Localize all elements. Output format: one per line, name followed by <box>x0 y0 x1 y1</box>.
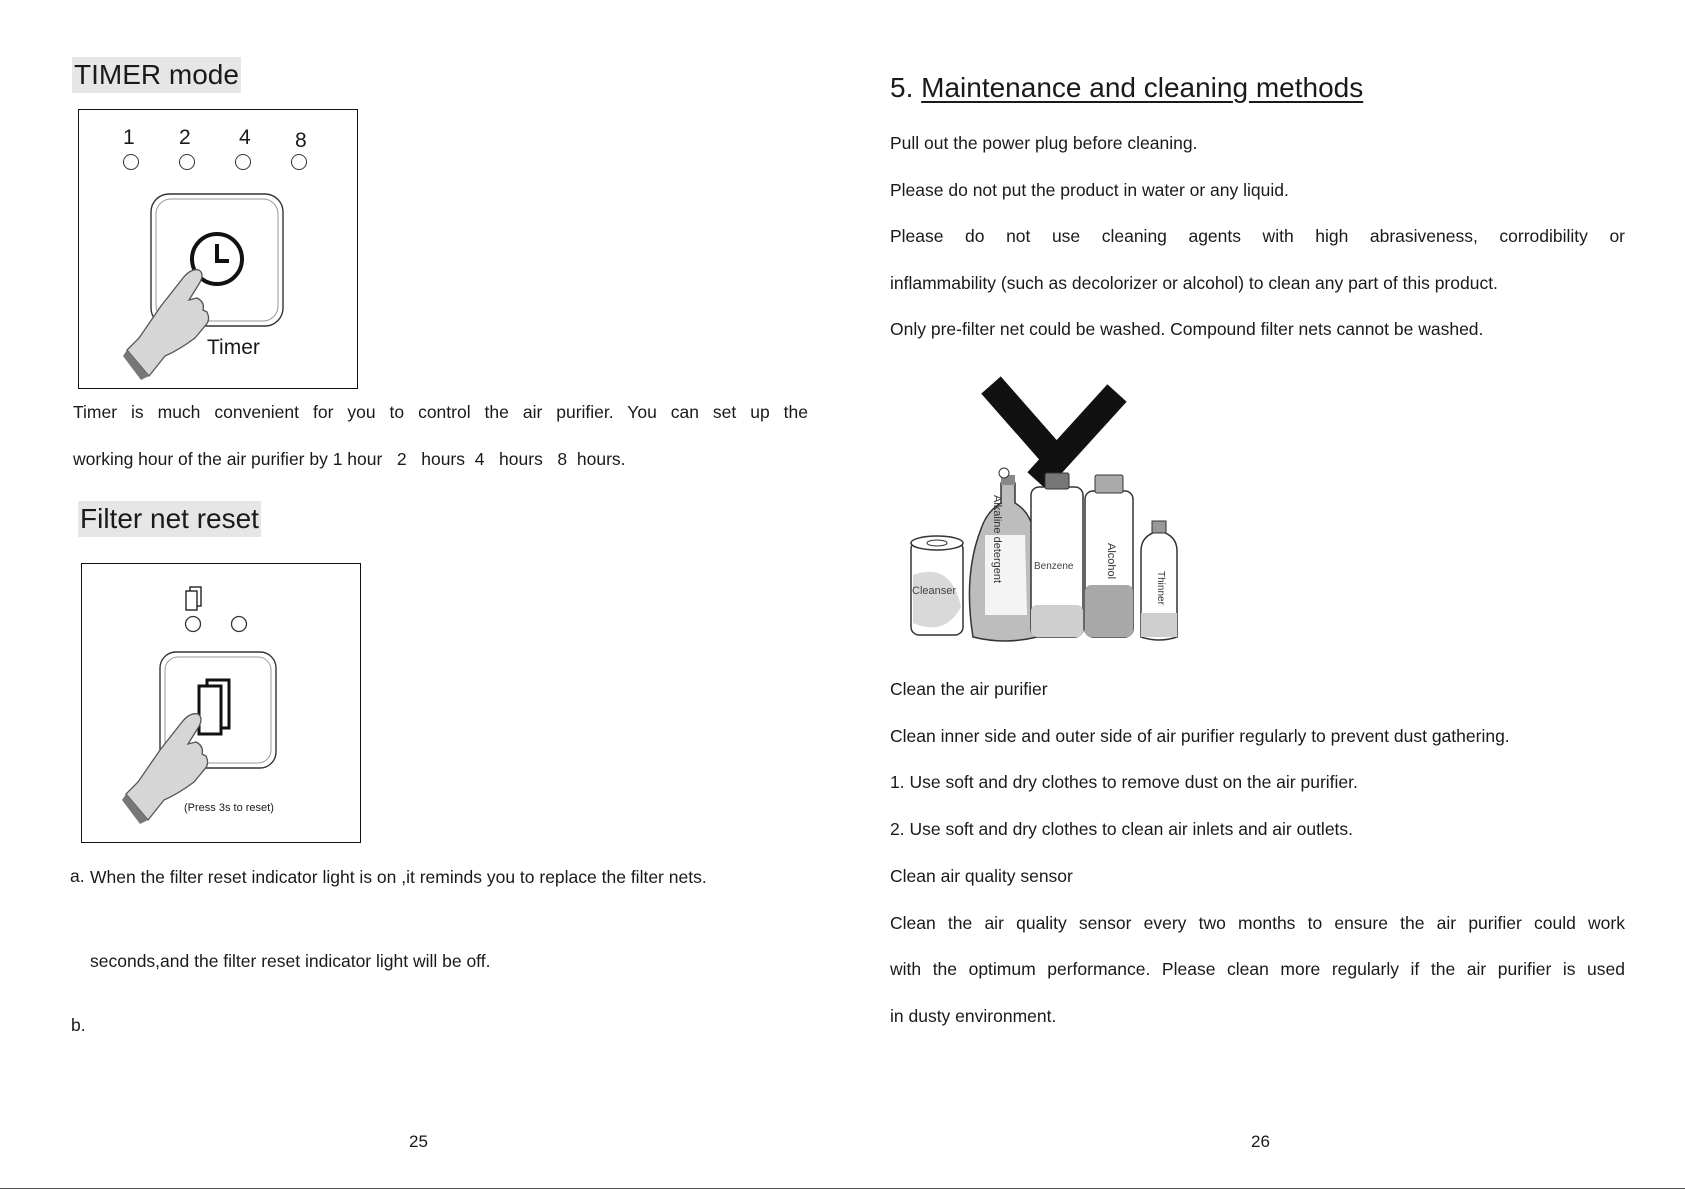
clean-purifier-title: Clean the air purifier <box>890 679 1048 699</box>
filter-icon <box>199 680 229 734</box>
timer-panel-illustration <box>78 109 358 389</box>
section-title: Maintenance and cleaning methods <box>921 72 1364 103</box>
hand-pointer-icon <box>123 270 209 380</box>
paragraph-agents-line2: inflammability (such as decolorizer or alcohol) to clean any part of this product. <box>890 273 1498 293</box>
bottles-drawing <box>905 375 1195 645</box>
paragraph-agents-line1: Please do not use cleaning agents with high abrasiveness, corrodibility or <box>890 226 1625 246</box>
section-heading <box>890 70 1363 106</box>
alkaline-label: Alkaline detergent <box>991 495 1003 584</box>
page-number-left: 25 <box>409 1132 428 1151</box>
paragraph-no-liquid: Please do not put the product in water or any liquid. <box>890 180 1289 200</box>
page-number-right: 26 <box>1251 1132 1270 1151</box>
prohibited-agents-illustration <box>905 375 1195 645</box>
filter-button-drawing <box>82 564 360 842</box>
paragraph-filter-wash: Only pre-filter net could be washed. Compound filter nets cannot be washed. <box>890 319 1484 339</box>
clean-sensor-line3: in dusty environment. <box>890 1006 1057 1026</box>
timer-digit-1: 1 <box>123 126 135 149</box>
timer-digit-8: 8 <box>295 129 307 152</box>
filter-led-2 <box>232 617 247 632</box>
thinner-label: Thinner <box>1155 571 1166 605</box>
filter-led-1 <box>186 617 201 632</box>
benzene-bottle <box>1031 473 1083 637</box>
alcohol-label: Alcohol <box>1105 543 1117 580</box>
press-reset-label: (Press 3s to reset) <box>184 802 274 814</box>
paragraph-power-plug: Pull out the power plug before cleaning. <box>890 133 1198 153</box>
item-a-text: When the filter reset indicator light is on ,it reminds you to replace the filter nets. <box>90 867 707 887</box>
cleanser-label: Cleanser <box>912 585 957 597</box>
filter-panel-illustration <box>81 563 361 843</box>
clean-sensor-title: Clean air quality sensor <box>890 866 1073 886</box>
item-b-marker: b. <box>71 1015 86 1035</box>
item-a-continuation: seconds,and the filter reset indicator light will be off. <box>90 951 491 971</box>
filter-small-icon <box>186 587 201 610</box>
timer-mode-heading: TIMER mode <box>72 57 241 93</box>
timer-text-line1: Timer is much convenient for you to control the air purifier. You can set up the <box>73 402 808 422</box>
section-number: 5. <box>890 72 914 103</box>
clean-sensor-line2: with the optimum performance. Please clean more regularly if the air purifier is used <box>890 959 1625 979</box>
clean-purifier-intro: Clean inner side and outer side of air purifier regularly to prevent dust gathering. <box>890 726 1510 746</box>
item-a-marker: a. <box>70 866 85 886</box>
clean-purifier-step1: 1. Use soft and dry clothes to remove dust on the air purifier. <box>890 772 1358 792</box>
benzene-label: Benzene <box>1034 561 1074 572</box>
timer-button-label: Timer <box>207 336 260 359</box>
clean-purifier-step2: 2. Use soft and dry clothes to clean air inlets and air outlets. <box>890 819 1354 839</box>
clean-sensor-line1: Clean the air quality sensor every two months to ensure the air purifier could work <box>890 913 1625 933</box>
timer-digit-4: 4 <box>239 126 251 149</box>
timer-text-line2: working hour of the air purifier by 1 hour 2 hours 4 hours 8 hours. <box>73 449 626 469</box>
cross-x-icon <box>991 385 1117 481</box>
filter-reset-heading: Filter net reset <box>78 501 261 537</box>
bottom-border <box>0 1188 1685 1189</box>
timer-digit-2: 2 <box>179 126 191 149</box>
